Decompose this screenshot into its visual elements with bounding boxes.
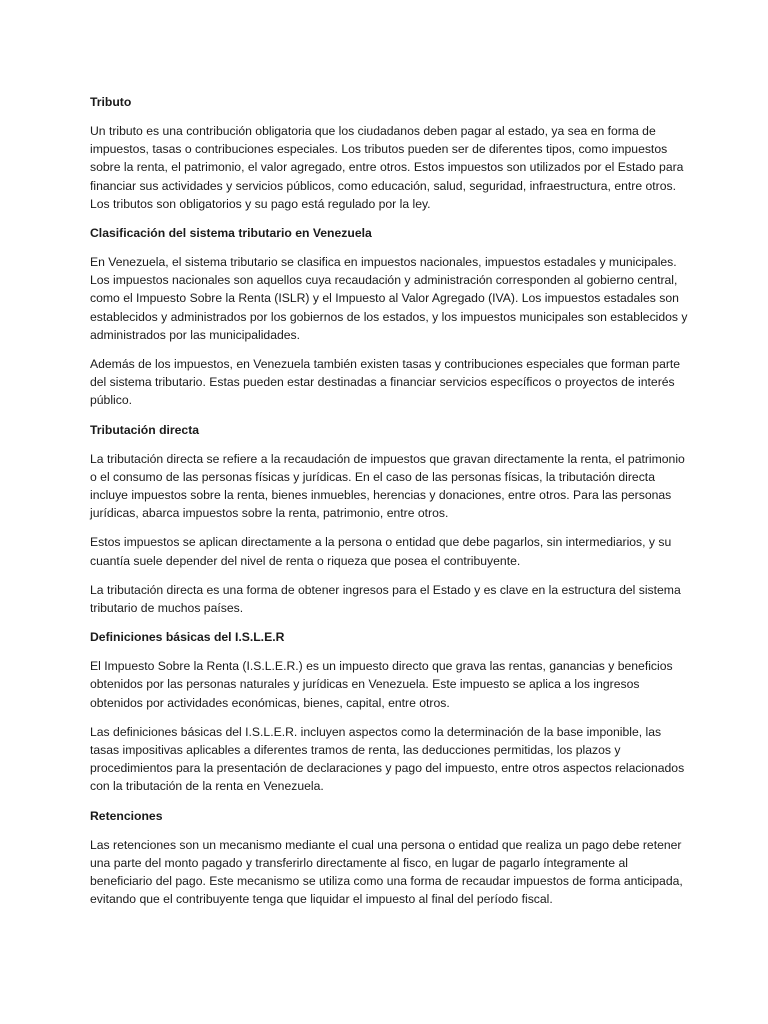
heading-definiciones-isler: Definiciones básicas del I.S.L.E.R xyxy=(90,630,285,645)
paragraph: El Impuesto Sobre la Renta (I.S.L.E.R.) es un impuesto directo que grava las rentas, ganancias y beneficios obtenidos por las personas naturales y jurídicas en Venezuela. Este impuesto se aplica a los ingresos obtenidos por actividades económicas, bienes, capital, entre otros. xyxy=(90,659,673,710)
paragraph: Estos impuestos se aplican directamente a la persona o entidad que debe pagarlos, sin intermediarios, y su cuantía suele depender del nivel de renta o riqueza que posea el contribuyente. xyxy=(90,535,672,568)
paragraph: La tributación directa es una forma de obtener ingresos para el Estado y es clave en la estructura del sistema tributario de muchos países. xyxy=(90,582,681,616)
paragraph: En Venezuela, el sistema tributario se clasifica en impuestos nacionales, impuestos estadales y municipales. Los impuestos nacionales son aquellos cuya recaudación y administración corresponden al gobierno central, como el Impuesto Sobre la Renta (ISLR) y el Impuesto al Valor Agregado (IVA). Los impuestos estadales son establecidos y administrados por los gobiernos de los estados, y los impuestos municipales son establecidos y administrados por las municipalidades. xyxy=(90,255,688,342)
paragraph: Un tributo es una contribución obligatoria que los ciudadanos deben pagar al estado, ya sea en forma de impuestos, tasas o contribuciones especiales. Los tributos pueden ser de diferentes tipos, como impuestos sobre la renta, el patrimonio, el valor agregado, entre otros. Estos impuestos son utilizados por el Estado para financiar sus actividades y servicios públicos, como educación, salud, seguridad, infraestructura, entre otros. Los tributos son obligatorios y su pago está regulado por la ley. xyxy=(90,124,684,211)
paragraph: Las retenciones son un mecanismo mediante el cual una persona o entidad que realiza un pago debe retener una parte del monto pagado y transferirlo directamente al fisco, en lugar de pagarlo íntegramente al beneficiario del pago. Este mecanismo se utiliza como una forma de recaudar impuestos de forma anticipada, evitando que el contribuyente tenga que liquidar el impuesto al final del período fiscal. xyxy=(90,837,683,907)
document-page xyxy=(90,93,690,920)
heading-clasificacion: Clasificación del sistema tributario en Venezuela xyxy=(90,226,372,241)
heading-retenciones: Retenciones xyxy=(90,808,163,823)
paragraph: La tributación directa se refiere a la recaudación de impuestos que gravan directamente la renta, el patrimonio o el consumo de las personas físicas y jurídicas. En el caso de las personas físicas, la tributación directa incluye impuestos sobre la renta, bienes inmuebles, herencias y donaciones, entre otros. Para las personas jurídicas, abarca impuestos sobre la renta, patrimonio, entre otros. xyxy=(90,451,685,521)
heading-tributacion-directa: Tributación directa xyxy=(90,422,200,437)
heading-tributo: Tributo xyxy=(90,95,132,109)
paragraph: Además de los impuestos, en Venezuela también existen tasas y contribuciones especiales que forman parte del sistema tributario. Estas pueden estar destinadas a financiar servicios específicos o proyectos de interés público. xyxy=(90,357,681,408)
paragraph: Las definiciones básicas del I.S.L.E.R. incluyen aspectos como la determinación de la base imponible, las tasas impositivas aplicables a diferentes tramos de renta, las deducciones permitidas, los plazos y procedimientos para la presentación de declaraciones y pago del impuesto, entre otros aspectos relacionados con la tributación de la renta en Venezuela. xyxy=(90,724,685,794)
